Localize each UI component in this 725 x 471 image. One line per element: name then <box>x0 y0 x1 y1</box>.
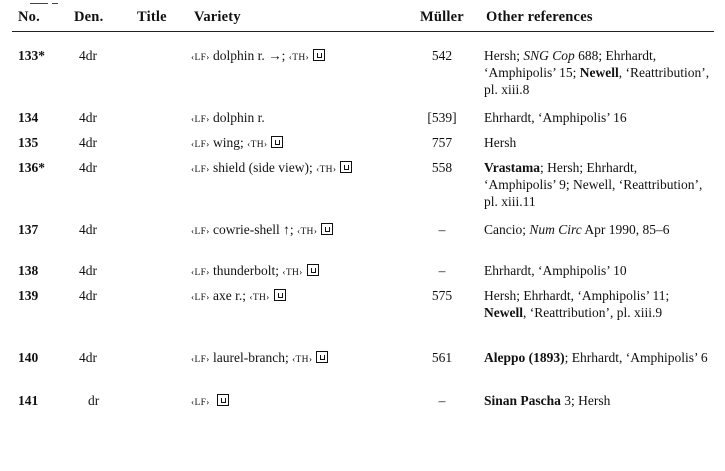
variety-text: thunderbolt; <box>213 263 283 278</box>
denomination: 4dr <box>79 48 97 63</box>
monogram-icon <box>271 136 283 148</box>
reference-segment: Cancio; <box>484 222 530 237</box>
other-references <box>484 262 712 279</box>
th-mark: ‹TH› <box>296 227 318 237</box>
variety-text: shield (side view); <box>213 160 317 175</box>
entry-number: 137 <box>18 222 39 237</box>
muller-number: 757 <box>431 135 453 150</box>
reference-segment: SNG Cop <box>523 48 575 63</box>
variety-text: wing; <box>213 135 248 150</box>
variety-text: axe r.; <box>213 288 250 303</box>
entry-number: 140 <box>18 350 39 365</box>
entry-number: 133* <box>18 48 45 63</box>
reference-segment: , ‘Reattribution’, pl. xiii.9 <box>522 305 663 320</box>
reference-segment: Vrastama <box>484 160 540 175</box>
reference-segment: Ehrhardt, ‘Amphipolis’ 16 <box>484 110 627 125</box>
other-references <box>484 349 712 366</box>
other-references <box>484 159 712 210</box>
header-muller: Müller <box>420 9 464 25</box>
reference-segment: 3; Hersh <box>560 393 611 408</box>
variety <box>191 159 416 179</box>
top-rule-short <box>52 3 58 4</box>
lf-mark: ‹LF› <box>191 227 210 237</box>
variety <box>191 392 416 412</box>
entry-number: 135 <box>18 135 39 150</box>
muller-number: [539] <box>427 110 457 125</box>
variety-text: dolphin r. <box>213 110 265 125</box>
variety <box>191 221 416 241</box>
muller-number: 558 <box>431 160 453 175</box>
denomination: 4dr <box>79 222 97 237</box>
th-mark: ‹TH› <box>282 268 303 278</box>
reference-segment: , ‘Reattribution’, pl. xiii.8 <box>484 65 710 97</box>
th-mark: ‹TH› <box>249 293 270 303</box>
variety <box>191 134 416 154</box>
other-references <box>484 392 712 409</box>
reference-segment: Hersh; Ehrhardt, ‘Amphipolis’ 11; <box>484 288 670 303</box>
header-variety: Variety <box>194 9 241 25</box>
th-mark: ‹TH› <box>247 140 268 150</box>
th-mark: ‹TH› <box>316 165 337 175</box>
reference-segment: Hersh; <box>484 48 524 63</box>
monogram-icon <box>307 264 319 276</box>
monogram-icon <box>316 351 328 363</box>
denomination: 4dr <box>79 350 97 365</box>
monogram-icon <box>321 223 333 235</box>
entry-number: 134 <box>18 110 39 125</box>
muller-number: 561 <box>431 350 453 365</box>
other-references <box>484 287 712 321</box>
denomination: dr <box>88 393 100 408</box>
header-title: Title <box>137 9 167 25</box>
reference-segment: Newell <box>484 305 523 320</box>
top-rule <box>30 3 48 4</box>
muller-number: – <box>438 263 446 278</box>
other-references <box>484 221 712 238</box>
header-other-references: Other references <box>486 9 593 25</box>
entry-number: 138 <box>18 263 39 278</box>
lf-mark: ‹LF› <box>191 53 210 63</box>
entry-number: 139 <box>18 288 39 303</box>
th-mark: ‹TH› <box>292 355 313 365</box>
variety-text: laurel-branch; <box>213 350 293 365</box>
lf-mark: ‹LF› <box>191 165 210 175</box>
muller-number: 542 <box>431 48 453 63</box>
lf-mark: ‹LF› <box>191 355 210 365</box>
monogram-icon <box>274 289 286 301</box>
reference-segment: Hersh <box>484 135 517 150</box>
header-rule <box>12 31 714 32</box>
monogram-icon <box>217 394 229 406</box>
reference-segment: Ehrhardt, ‘Amphipolis’ 10 <box>484 263 627 278</box>
other-references <box>484 47 712 98</box>
variety-text: dolphin r. →; <box>213 48 289 63</box>
monogram-icon <box>313 49 325 61</box>
muller-number: – <box>438 393 446 408</box>
denomination: 4dr <box>79 135 97 150</box>
entry-number: 136* <box>18 160 45 175</box>
other-references <box>484 134 712 151</box>
th-mark: ‹TH› <box>288 53 309 63</box>
denomination: 4dr <box>79 110 97 125</box>
reference-segment: Aleppo (1893) <box>484 350 565 365</box>
reference-segment: Sinan Pascha <box>484 393 561 408</box>
monogram-icon <box>340 161 352 173</box>
variety <box>191 47 416 67</box>
lf-mark: ‹LF› <box>191 293 210 303</box>
variety-text: cowrie-shell ↑; <box>213 222 297 237</box>
header-den: Den. <box>74 9 104 25</box>
denomination: 4dr <box>79 160 97 175</box>
denomination: 4dr <box>79 288 97 303</box>
reference-segment: Newell <box>579 65 619 80</box>
lf-mark: ‹LF› <box>191 140 210 150</box>
muller-number: 575 <box>431 288 453 303</box>
lf-mark: ‹LF› <box>191 115 210 125</box>
header-no: No. <box>18 9 40 25</box>
denomination: 4dr <box>79 263 97 278</box>
lf-mark: ‹LF› <box>191 398 210 408</box>
variety <box>191 349 416 369</box>
reference-segment: 688; Ehrhardt, ‘Amphipolis’ 15; <box>484 48 657 80</box>
entry-number: 141 <box>18 393 39 408</box>
reference-segment: ; Hersh; Ehrhardt, ‘Amphipolis’ 9; Newell, ‘Reattribution’, pl. xiii.11 <box>484 160 703 209</box>
reference-segment: ; Ehrhardt, ‘Amphipolis’ 6 <box>564 350 708 365</box>
variety <box>191 287 416 307</box>
reference-segment: Num Circ <box>529 222 582 237</box>
variety <box>191 262 416 282</box>
muller-number: – <box>438 222 446 237</box>
variety <box>191 109 416 129</box>
reference-segment: Apr 1990, 85–6 <box>581 222 670 237</box>
other-references <box>484 109 712 126</box>
lf-mark: ‹LF› <box>191 268 210 278</box>
